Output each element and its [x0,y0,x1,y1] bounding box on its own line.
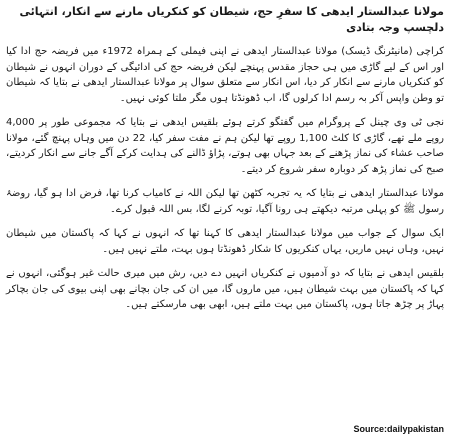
article-paragraph: نجی ٹی وی چینل کے پروگرام میں گفتگو کرتے ہوئے بلقیس ایدھی نے بتایا کہ مجموعی طور پر 4,000 روپے ملے تھے، گاڑی کا کلٹ 1,100 روپے تھا لیکن ہم نے مفت سفر کیا، 22 دن میں وہاں پہنچ گئے، مولانا صاحب عشاء کی نماز پڑھنے کے بعد جہاں بھی ہوتے، پڑاؤ ڈالنے کی ہدایت کرکے آگے جانے سے انکار کردیتے، صبح کی نماز پڑھ کر دوبارہ سفر شروع کر دیتے۔ [6,117,444,175]
article-paragraph: کراچی (مانیٹرنگ ڈیسک) مولانا عبدالستار ایدھی نے اپنی فیملی کے ہمراہ 1972ء میں فریضہ حج ادا کیا اور اس کے لیے گاڑی میں ہی حجاز مقدس پہنچے لیکن فریضہ حج کی ادائیگی کے دوران انہوں نے شیطان کو کنکریاں مارنے سے انکار کر دیا، اس انکار سے متعلق سوال پر مولانا عبدالستار ایدھی نے بتایا کہ شیطان تو وطن واپس آکر بہ رسم ادا کرلوں گا، اب ڈھونڈتا ہوں مگر ملتا کوئی نہیں۔ [6,46,444,104]
source-credit: Source:dailypakistan [353,424,444,434]
article-title: مولانا عبدالستار ایدھی کا سفرِ حج، شیطان کو کنکریاں مارنے سے انکار، انتہائی دلچسپ وجہ بتادی [19,5,444,34]
article-paragraph: ایک سوال کے جواب میں مولانا عبدالستار ایدھی کا کہنا تھا کہ انہوں نے کہا کہ پاکستان میں شیطان نہیں، وہاں نہیں ماریں، یہاں کنکریوں کا شکار ڈھونڈتا ہوں بہت، ملتے نہیں ہیں۔ [6,228,444,255]
article-paragraph: بلقیس ایدھی نے بتایا کہ دو آدمیوں نے کنکریاں انہیں دے دیں، رش میں میری حالت غیر ہوگئی، انہوں نے کہا کہ پاکستان میں بہت شیطان ہیں، میں ماروں گا، میں ان کی جان بچانے بھی اپنی بیوی کی جان بچاکر پہاڑ پر چڑھ جاتا ہوں، پاکستان میں بہت ملتے ہیں، ابھی بھی مارسکتے ہیں۔ [6,268,444,310]
article-paragraph: مولانا عبدالستار ایدھی نے بتایا کہ یہ تجربہ کٹھن تھا لیکن اللہ نے کامیاب کرنا تھا، فرض ادا ہو گیا، روضۂ رسول ﷺ کو پہلی مرتبہ دیکھتے ہی رونا آگیا، توبہ کرنے لگا، بس اللہ قبول کرے۔ [6,188,444,215]
